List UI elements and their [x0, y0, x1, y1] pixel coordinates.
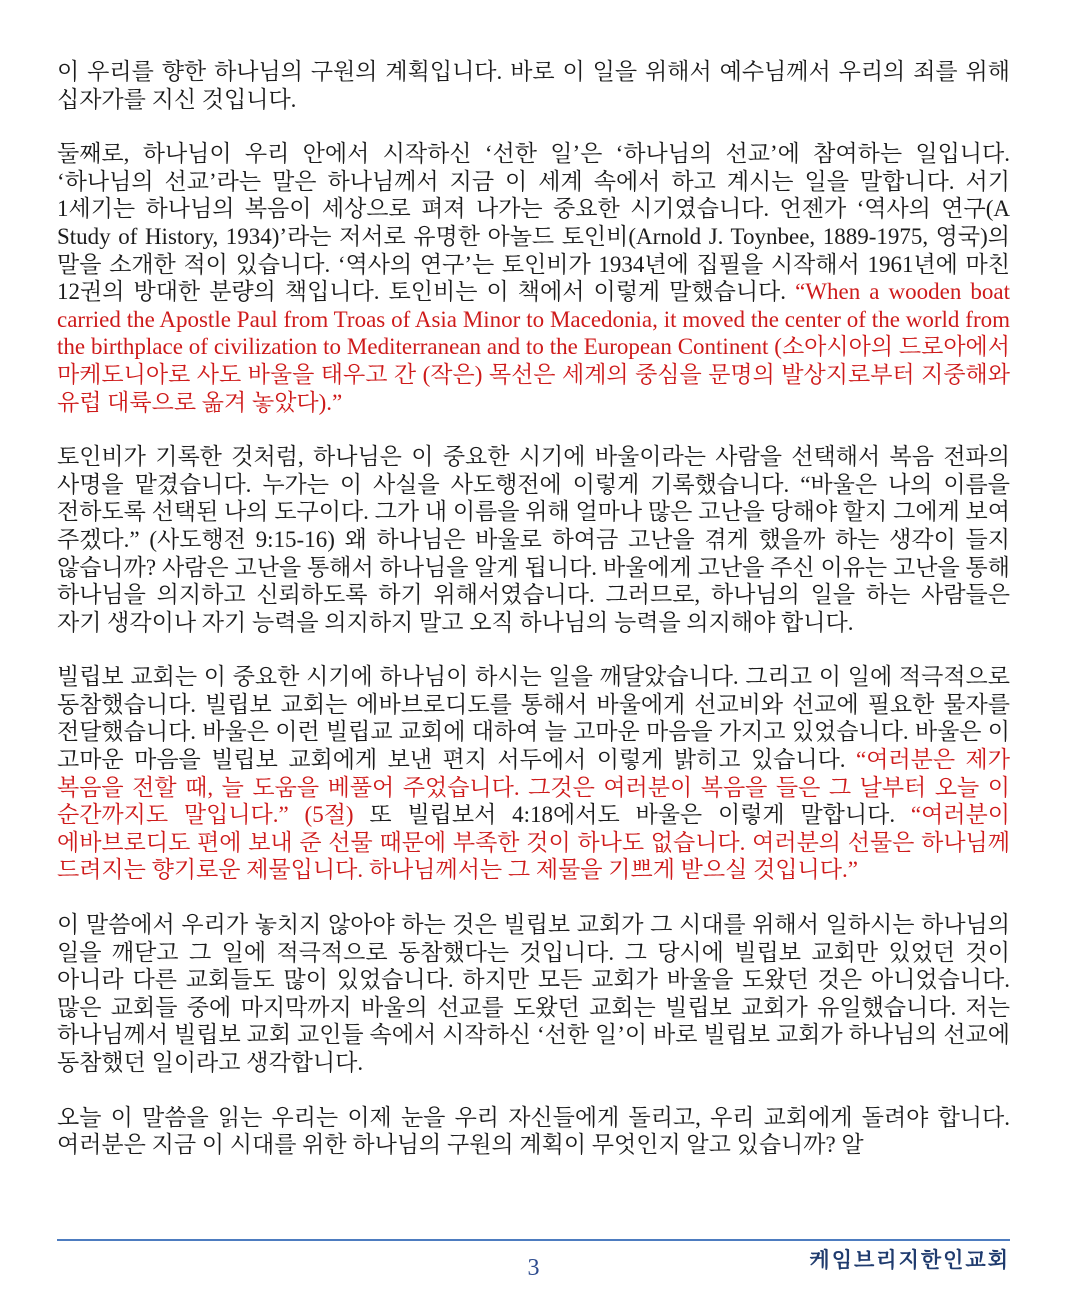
- philippians-quote-red-1: “여러분은 제가 복음을 전할 때, 늘 도움을 베풀어 주었습니다. 그것은 여러분이 복음을 들은 그 날부터 오늘 이 순간까지도 말입니다.” (5절): [57, 747, 1010, 828]
- body-text: 빌립보 교회는 이 중요한 시기에 하나님이 하시는 일을 깨달았습니다. 그리고 이 일에 적극적으로 동참했습니다. 빌립보 교회는 에바브로디도를 통해서 바울에게 선교비와 선교에 필요한 물자를 전달했습니다. 바울은 이런 빌립교 교회에 대하여 늘 고마운 마음을 가지고 있었습니다. 바울은 이 고마운 마음을 빌립보 교회에게 보낸 편지 서두에서 이렇게 밝히고 있습니다.: [57, 664, 1010, 773]
- body-text: 둘째로, 하나님이 우리 안에서 시작하신 ‘선한 일’은 ‘하나님의 선교’에 참여하는 일입니다. ‘하나님의 선교’라는 말은 하나님께서 지금 이 세계 속에서 하고 계시는 일을 말합니다. 서기 1세기는 하나님의 복음이 세상으로 펴져 나가는 중요한 시기였습니다. 언젠가 ‘역사의 연구(A Study of History, 1934)’라는 저서로 유명한 아놀드 토인비(Arnold J. Toynbee, 1889-1975, 영국)의 말을 소개한 적이 있습니다. ‘역사의 연구’는 토인비가 1934년에 집필을 시작해서 1961년에 마친 12권의 방대한 분량의 책입니다. 토인비는 이 책에서 이렇게 말했습니다.: [57, 141, 1010, 305]
- body-text: 이 말씀에서 우리가 놓치지 않아야 하는 것은 빌립보 교회가 그 시대를 위해서 일하시는 하나님의 일을 깨닫고 그 일에 적극적으로 동참했다는 것입니다. 그 당시에 빌립보 교회만 있었던 것이 아니라 다른 교회들도 많이 있었습니다. 하지만 모든 교회가 바울을 도왔던 것은 아니었습니다. 많은 교회들 중에 마지막까지 바울의 선교를 도왔던 교회는 빌립보 교회가 유일했습니다. 저는 하나님께서 빌립보 교회 교인들 속에서 시작하신 ‘선한 일’이 바로 빌립보 교회가 하나님의 선교에 동참했던 일이라고 생각합니다.: [57, 912, 1010, 1075]
- body-text: 오늘 이 말씀을 읽는 우리는 이제 눈을 우리 자신들에게 돌리고, 우리 교회에게 돌려야 합니다. 여러분은 지금 이 시대를 위한 하나님의 구원의 계획이 무엇인지 알고 있습니까? 알: [57, 1104, 1010, 1158]
- paragraph-3: [57, 443, 1010, 636]
- philippians-quote-red-2: “여러분이 에바브로디도 편에 보내 준 선물 때문에 부족한 것이 하나도 없습니다. 여러분의 선물은 하나님께 드려지는 향기로운 제물입니다. 하나님께서는 그 제물을 기쁘게 받으실 것입니다.”: [57, 802, 1010, 883]
- paragraph-5: [57, 911, 1010, 1077]
- paragraph-2: [57, 140, 1010, 416]
- sermon-body: [57, 58, 1010, 1186]
- paragraph-4: [57, 663, 1010, 884]
- footer-divider-line: [57, 1239, 1010, 1241]
- paragraph-6: [57, 1104, 1010, 1159]
- church-name: 케임브리지한인교회: [809, 1248, 1010, 1272]
- page-number: 3: [527, 1255, 540, 1281]
- paragraph-1: [57, 58, 1010, 113]
- body-text: 토인비가 기록한 것처럼, 하나님은 이 중요한 시기에 바울이라는 사람을 선택해서 복음 전파의 사명을 맡겼습니다. 누가는 이 사실을 사도행전에 이렇게 기록했습니다. “바울은 나의 이름을 전하도록 선택된 나의 도구이다. 그가 내 이름을 위해 얼마나 많은 고난을 당해야 할지 그에게 보여 주겠다.” (사도행전 9:15-16) 왜 하나님은 바울로 하여금 고난을 겪게 했을까 하는 생각이 들지 않습니까? 사람은 고난을 통해서 하나님을 알게 됩니다. 바울에게 고난을 주신 이유는 고난을 통해 하나님을 의지하고 신뢰하도록 하기 위해서였습니다. 그러므로, 하나님의 일을 하는 사람들은 자기 생각이나 자기 능력을 의지하지 말고 오직 하나님의 능력을 의지해야 합니다.: [57, 444, 1010, 635]
- body-text: 이 우리를 향한 하나님의 구원의 계획입니다. 바로 이 일을 위해서 예수님께서 우리의 죄를 위해 십자가를 지신 것입니다.: [57, 59, 1010, 112]
- body-text: 또 빌립보서 4:18에서도 바울은 이렇게 말합니다.: [353, 802, 911, 828]
- toynbee-quote-red: “When a wooden boat carried the Apostle Paul from Troas of Asia Minor to Macedonia, it moved the center of the world from the birthplace of civilization to Mediterranean and to the European Continent (소아시아의 드로아에서 마케도니아로 사도 바울을 태우고 간 (작은) 목선은 세계의 중심을 문명의 발상지로부터 지중해와 유럽 대륙으로 옮겨 놓았다).”: [57, 279, 1010, 415]
